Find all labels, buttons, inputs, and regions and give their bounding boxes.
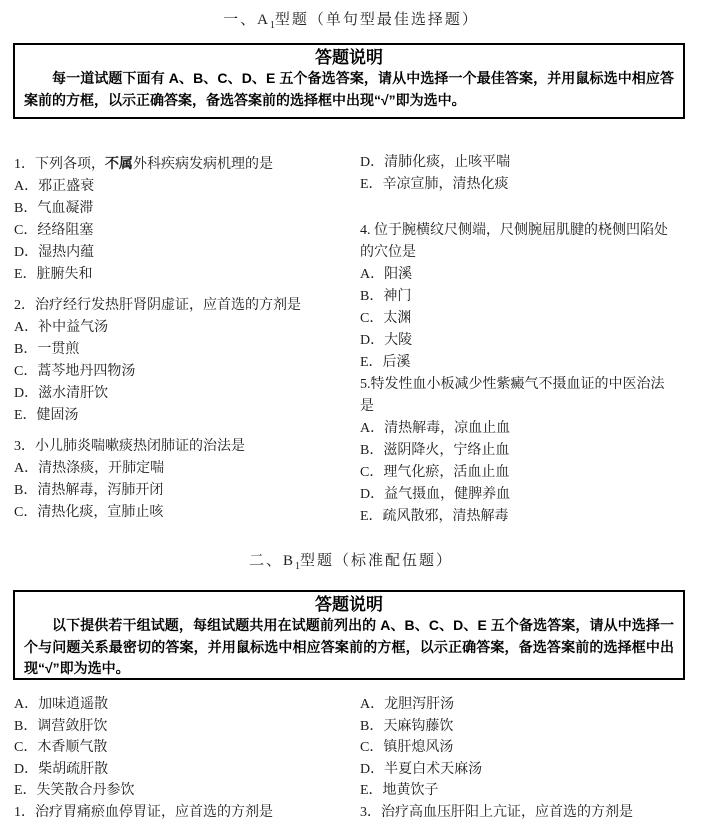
section-b-questions [14, 694, 692, 824]
question-a2-option-D[interactable]: D．滋水清肝饮 [14, 386, 109, 401]
question-a5-option-C[interactable]: C．理气化瘀，活血止血 [360, 465, 510, 480]
question-a1-option-D[interactable]: D．湿热内蕴 [14, 245, 95, 260]
section-a-questions [14, 152, 692, 528]
question-a1-stem-pre: 1．下列各项， [14, 157, 105, 172]
question-a5 [360, 374, 676, 528]
question-a5-stem: 5.特发性血小板减少性紫癜气不摄血证的中医治法是 [360, 377, 665, 414]
question-a2-option-E[interactable]: E．健固汤 [14, 408, 79, 423]
group-b1-option-D[interactable]: D．柴胡疏肝散 [14, 761, 109, 777]
group-b2-option-A[interactable]: A．龙胆泻肝汤 [360, 697, 455, 712]
section-a-instructions-title: 答题说明 [315, 48, 383, 67]
question-a3-option-B[interactable]: B．清热解毒，泻肺开闭 [14, 483, 164, 498]
group-b1-option-C[interactable]: C．木香顺气散 [14, 740, 108, 756]
question-a1-option-A[interactable]: A．邪正盛衰 [14, 179, 95, 194]
question-a1-stem-bold: 不属 [105, 155, 133, 171]
question-a2-option-B[interactable]: B．一贯煎 [14, 342, 80, 357]
group-b2-option-C[interactable]: C．镇肝熄风汤 [360, 740, 454, 756]
question-a3-option-C[interactable]: C．清热化痰，宣肺止咳 [14, 505, 164, 520]
section-a-title-subscript: 1 [269, 20, 275, 31]
group-b2 [360, 694, 676, 824]
section-b-instructions-body: 以下提供若干组试题，每组试题共用在试题前列出的 A、B、C、D、E 五个备选答案，请从中选择一个与问题关系最密切的答案，并用鼠标选中相应答案前的方框，以示正确答案，备选答案前的选择框中出现“√”即为选中。 [24, 617, 674, 676]
question-a2 [14, 295, 360, 427]
question-a5-option-B[interactable]: B．滋阴降火，宁络止血 [360, 443, 510, 458]
section-b-title-post: 型题（标准配伍题） [300, 553, 454, 569]
question-a1-option-E[interactable]: E．脏腑失和 [14, 267, 93, 282]
section-a-instructions-box [13, 43, 685, 119]
question-a2-stem: 2．治疗经行发热肝肾阴虚证，应首选的方剂是 [14, 298, 301, 313]
question-a4-option-D[interactable]: D．大陵 [360, 333, 413, 348]
section-b-title [0, 549, 702, 572]
question-a4 [360, 220, 676, 374]
section-a-title-pre: 一、A [223, 12, 270, 28]
group-b1-option-A[interactable]: A．加味逍遥散 [14, 697, 109, 712]
question-a4-option-C[interactable]: C．太渊 [360, 311, 412, 326]
question-a1 [14, 152, 360, 286]
section-a-instructions-body: 每一道试题下面有 A、B、C、D、E 五个备选答案，请从中选择一个最佳答案，并用鼠标选中相应答案前的方框，以示正确答案，备选答案前的选择框中出现“√”即为选中。 [24, 70, 674, 108]
question-a3-stem: 3．小儿肺炎喘嗽痰热闭肺证的治法是 [14, 439, 245, 454]
question-a3 [14, 436, 360, 524]
question-a3-option-D[interactable]: D．清肺化痰，止咳平喘 [360, 155, 511, 170]
section-a-title [0, 8, 702, 31]
section-a-column-right [360, 152, 676, 528]
section-b-title-subscript: 1 [295, 561, 300, 572]
group-b1-option-B[interactable]: B．调营敛肝饮 [14, 718, 108, 734]
section-b-column-right [360, 694, 676, 824]
question-a1-option-B[interactable]: B．气血凝滞 [14, 201, 94, 216]
question-a5-option-A[interactable]: A．清热解毒，凉血止血 [360, 421, 511, 436]
question-a4-option-A[interactable]: A．阳溪 [360, 267, 413, 282]
section-b-title-pre: 二、B [248, 553, 295, 569]
question-a4-option-B[interactable]: B．神门 [360, 289, 412, 304]
question-a2-option-A[interactable]: A．补中益气汤 [14, 320, 109, 335]
question-a1-stem [14, 152, 360, 176]
section-b-instructions-box [13, 590, 685, 680]
group-b2-question-3: 3．治疗高血压肝阳上亢证，应首选的方剂是 [360, 804, 633, 820]
question-a1-option-C[interactable]: C．经络阻塞 [14, 223, 94, 238]
question-a4-option-E[interactable]: E．后溪 [360, 355, 411, 370]
section-a-column-left [14, 152, 360, 528]
group-b1-option-E[interactable]: E．失笑散合丹参饮 [14, 783, 135, 799]
section-b-instructions-title: 答题说明 [315, 595, 383, 614]
question-a2-option-C[interactable]: C．蒿芩地丹四物汤 [14, 364, 136, 379]
question-a5-option-E[interactable]: E．疏风散邪，清热解毒 [360, 509, 509, 524]
question-a1-stem-post: 外科疾病发病机理的是 [133, 157, 273, 172]
question-a3-continued [360, 152, 676, 196]
group-b1-question-1: 1．治疗胃痛瘀血停胃证，应首选的方剂是 [14, 804, 273, 820]
question-a4-stem: 4. 位于腕横纹尺侧端，尺侧腕屈肌腱的桡侧凹陷处的穴位是 [360, 223, 668, 260]
question-a3-option-A[interactable]: A．清热涤痰，开肺定喘 [14, 461, 165, 476]
question-a3-option-E[interactable]: E．辛凉宣肺，清热化痰 [360, 177, 509, 192]
question-a5-option-D[interactable]: D．益气摄血，健脾养血 [360, 487, 511, 502]
group-b2-option-E[interactable]: E．地黄饮子 [360, 783, 439, 799]
section-a-title-post: 型题（单句型最佳选择题） [274, 12, 479, 28]
group-b1 [14, 694, 360, 824]
group-b2-option-D[interactable]: D．半夏白术天麻汤 [360, 761, 483, 777]
section-b-column-left [14, 694, 360, 824]
group-b2-option-B[interactable]: B．天麻钩藤饮 [360, 718, 454, 734]
